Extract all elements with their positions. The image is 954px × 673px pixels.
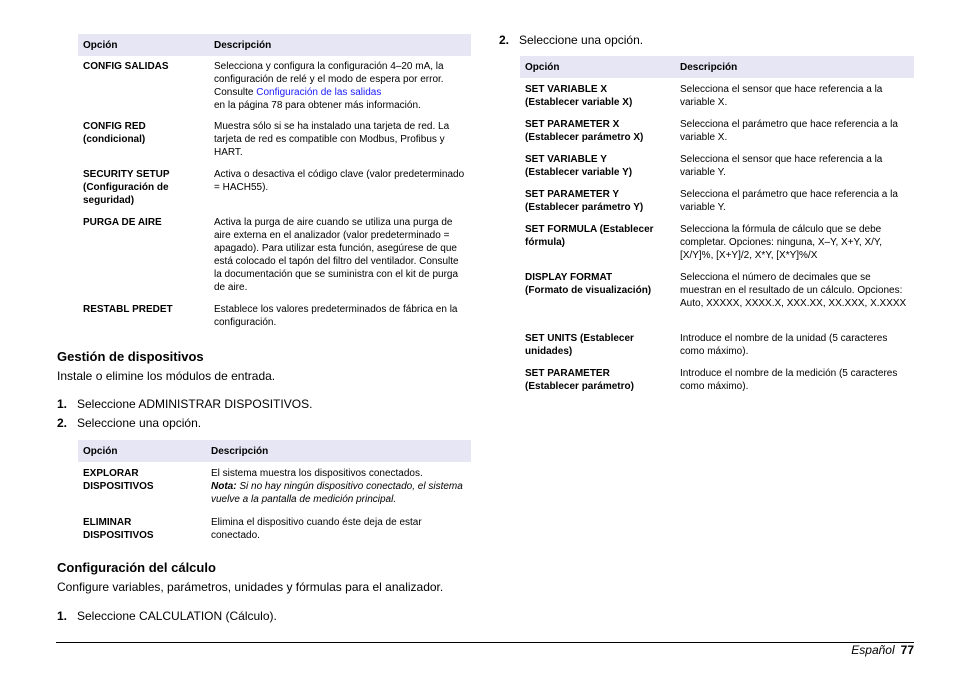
option-label: SET VARIABLE X <box>525 84 608 95</box>
table-row <box>520 113 914 148</box>
column-header-description: Descripción <box>675 56 914 78</box>
option-label: EXPLORAR <box>83 468 139 479</box>
option-description: Selecciona la fórmula de cálculo que se debe completar. Opciones: ninguna, X–Y, X+Y, X/Y, [X/Y]%, [X+Y]/2, X*Y, [X*Y]%/X <box>680 224 883 261</box>
section-heading-devices: Gestión de dispositivos <box>57 349 204 364</box>
option-label: SET UNITS (Establecer <box>525 333 634 344</box>
note-label: Nota: <box>211 481 237 492</box>
column-header-description: Descripción <box>209 34 471 56</box>
step-item <box>57 397 312 411</box>
option-label-sub: DISPOSITIVOS <box>83 530 154 541</box>
step-text: Seleccione una opción. <box>77 416 202 430</box>
step-item <box>57 416 201 430</box>
options-table-devices <box>78 440 471 552</box>
option-description: Muestra sólo si se ha instalado una tarjeta de red. La tarjeta de red es compatible con Modbus, Profibus y HART. <box>214 121 450 158</box>
table-row <box>520 362 914 397</box>
option-description-cont: en la página 78 para obtener más información. <box>214 100 421 111</box>
table-row <box>520 78 914 113</box>
step-item <box>57 609 277 623</box>
table-row <box>78 164 471 212</box>
step-text: Seleccione una opción. <box>519 33 644 47</box>
option-description: Selecciona el sensor que hace referencia a la variable X. <box>680 84 883 108</box>
option-description: Activa o desactiva el código clave (valor predeterminado = HACH55). <box>214 169 465 193</box>
option-label: SET PARAMETER X <box>525 119 620 130</box>
option-label: PURGA DE AIRE <box>83 217 162 228</box>
section-intro-devices: Instale o elimine los módulos de entrada. <box>57 369 276 383</box>
step-item <box>499 33 643 47</box>
option-description: Selecciona el número de decimales que se muestran en el resultado de un cálculo. Opciones: Auto, XXXXX, XXXX.X, XXX.XX, XX.XXX, X.XXXX <box>680 272 907 309</box>
option-label-sub: (Establecer parámetro) <box>525 381 634 392</box>
note-text: Si no hay ningún dispositivo conectado, el sistema vuelve a la pantalla de medición principal. <box>211 481 463 505</box>
column-header-option: Opción <box>520 56 675 78</box>
option-label-sub: (Establecer variable X) <box>525 97 633 108</box>
column-header-option: Opción <box>78 440 206 462</box>
table-row <box>520 266 914 327</box>
option-label-sub: (Establecer variable Y) <box>525 167 633 178</box>
option-description: Selecciona el sensor que hace referencia a la variable Y. <box>680 154 883 178</box>
option-description: Introduce el nombre de la unidad (5 caracteres como máximo). <box>680 333 888 357</box>
step-number: 1. <box>57 397 68 411</box>
option-description: Activa la purga de aire cuando se utiliza una purga de aire externa en el analizador (valor predeterminado = apagado). Para utilizar esta función, asegúrese de que está colocado el tapón del filtro del ventilador. Consulte la documentación que se suministra con el kit de purga de aire. <box>214 217 459 293</box>
option-label-sub: (Establecer parámetro Y) <box>525 202 644 213</box>
cross-reference-link[interactable]: Configuración de las salidas <box>256 87 382 98</box>
option-label: RESTABL PREDET <box>83 304 173 315</box>
option-label: SET PARAMETER Y <box>525 189 620 200</box>
table-row <box>78 299 471 333</box>
step-number: 1. <box>57 609 68 623</box>
option-label: SECURITY SETUP <box>83 169 170 180</box>
option-label: CONFIG RED <box>83 121 146 132</box>
option-label-sub: seguridad) <box>83 195 135 206</box>
table-row <box>78 56 471 116</box>
table-row <box>520 148 914 183</box>
table-row <box>520 183 914 218</box>
option-label-sub: (Establecer parámetro X) <box>525 132 644 143</box>
option-label-sub: unidades) <box>525 346 573 357</box>
step-number: 2. <box>499 33 510 47</box>
column-header-option: Opción <box>78 34 209 56</box>
option-description: Elimina el dispositivo cuando éste deja de estar conectado. <box>211 517 422 541</box>
option-label: ELIMINAR <box>83 517 132 528</box>
option-label: SET PARAMETER <box>525 368 610 379</box>
option-label-sub: (Configuración de <box>83 182 169 193</box>
option-description: Establece los valores predeterminados de fábrica en la configuración. <box>214 304 458 328</box>
option-label: SET VARIABLE Y <box>525 154 607 165</box>
section-intro-calculation: Configure variables, parámetros, unidades y fórmulas para el analizador. <box>57 580 444 594</box>
table-row <box>78 512 471 552</box>
option-description: Selecciona el parámetro que hace referencia a la variable Y. <box>680 189 898 213</box>
step-text: Seleccione ADMINISTRAR DISPOSITIVOS. <box>77 397 313 411</box>
option-label: CONFIG SALIDAS <box>83 61 169 72</box>
footer-language: Español <box>851 643 895 657</box>
table-row <box>78 462 471 512</box>
option-description: Selecciona el parámetro que hace referencia a la variable X. <box>680 119 898 143</box>
table-row <box>78 212 471 299</box>
options-table-config <box>78 34 471 333</box>
section-heading-calculation: Configuración del cálculo <box>57 560 216 575</box>
option-label-sub: (Formato de visualización) <box>525 285 652 296</box>
page-number: 77 <box>900 643 914 657</box>
step-number: 2. <box>57 416 68 430</box>
option-label-sub: DISPOSITIVOS <box>83 481 154 492</box>
table-row <box>520 327 914 362</box>
option-label-sub: fórmula) <box>525 237 565 248</box>
option-description: El sistema muestra los dispositivos conectados. <box>211 468 423 479</box>
option-description: Introduce el nombre de la medición (5 caracteres como máximo). <box>680 368 898 392</box>
option-label-sub: (condicional) <box>83 134 146 145</box>
step-text: Seleccione CALCULATION (Cálculo). <box>77 609 277 623</box>
column-header-description: Descripción <box>206 440 471 462</box>
option-label: SET FORMULA (Establecer <box>525 224 654 235</box>
page-footer <box>851 643 914 657</box>
options-table-calculation <box>520 56 914 397</box>
option-description: Selecciona y configura la configuración 4–20 mA, la configuración de relé y el modo de espera por error. Consulte <box>214 61 444 98</box>
table-row <box>78 116 471 164</box>
table-row <box>520 218 914 266</box>
footer-rule <box>56 642 914 643</box>
option-label: DISPLAY FORMAT <box>525 272 613 283</box>
